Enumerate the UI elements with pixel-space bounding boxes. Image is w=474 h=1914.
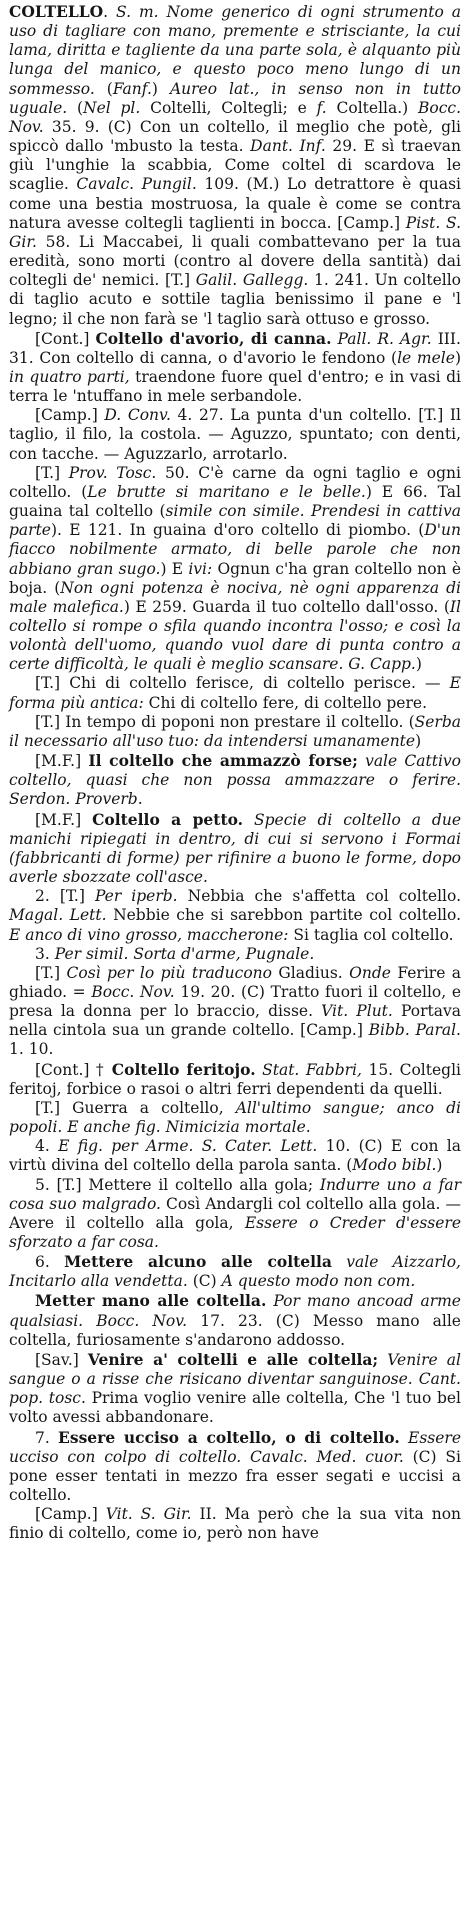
entry-paragraph — [9, 887, 461, 944]
entry-paragraph — [9, 1137, 461, 1175]
italic-run: Indurre uno a far cosa suo malgrado. — [9, 1175, 462, 1213]
italic-run: f. — [316, 98, 327, 117]
italic-run: Il coltello si rompe o sfila quando incontra l'osso; e così la volontà dell'uomo, quando vuol dare di punta contro a certe difficoltà, le quali è meglio scansare. G. Capp. — [9, 597, 461, 674]
italic-run: le mele — [397, 348, 455, 367]
italic-run: A questo modo non com. — [221, 1272, 416, 1291]
italic-run: Por mano ancoad arme qualsiasi. — [9, 1292, 461, 1330]
bold-run: Mettere alcuno alle coltella — [64, 1252, 332, 1272]
text-run: [Camp.] — [35, 406, 105, 425]
italic-run: Essere ucciso con colpo di coltello. — [9, 1428, 461, 1466]
italic-run: Modo bibl. — [352, 1156, 437, 1175]
text-run — [193, 1137, 201, 1155]
text-run: [Camp.] — [35, 1505, 106, 1524]
text-run: [M.F.] — [35, 810, 93, 829]
bold-run: Essere ucciso a coltello, o di coltello. — [58, 1427, 400, 1447]
italic-run: Dant. Inf. — [250, 137, 326, 156]
text-run: [Cont.] † — [35, 1060, 112, 1079]
text-run: ) E — [160, 559, 189, 578]
italic-run: Per iperb. — [94, 887, 178, 906]
text-run: (C) Si pone esser tentati in mezzo fra esser segati e uccisi a coltello. — [9, 1447, 461, 1505]
text-run: 7. — [35, 1428, 59, 1447]
text-run: 1. 10. — [9, 1040, 54, 1059]
italic-run: Cant. pop. tosc. — [9, 1370, 461, 1408]
entry-paragraph — [9, 2, 461, 329]
text-run: ) — [436, 1156, 443, 1175]
text-run: ) E 259. Guarda il tuo coltello dall'osso. ( — [123, 597, 450, 616]
italic-run: Specie di coltello a due manichi ripiegati in dentro, di cui si servono i Formai (fabbricanti di forme) per rifinire a buono le forme, dopo averle sbozzate coll'asce. — [9, 810, 461, 887]
text-run: [T.] — [35, 463, 69, 482]
text-run: ( — [67, 98, 84, 117]
italic-run: Vit. Plut. — [321, 1002, 393, 1021]
text-run: II. Ma però che la sua vita non finio di coltello, come io, però non have — [9, 1505, 462, 1543]
text-run: 5. [T.] Mettere il coltello alla gola; — [35, 1175, 320, 1194]
text-run: ) — [415, 655, 422, 674]
text-run: [T.] Chi di coltello ferisce, di coltello perisce. — — [35, 674, 450, 693]
entry-paragraph — [9, 751, 461, 809]
text-run: [M.F.] — [35, 752, 89, 771]
italic-run: Bocc. Nov. — [96, 1311, 188, 1330]
text-run: ( — [94, 79, 113, 98]
italic-run: Galil. Gallegg. — [195, 271, 309, 290]
entry-paragraph — [9, 713, 461, 751]
italic-run: Le brutte si maritano e le belle. — [87, 482, 366, 501]
dictionary-entry-coltello — [9, 2, 461, 1544]
italic-run: in quatro parti, — [9, 367, 130, 386]
text-run: Chi di coltello fere, di coltello pere. — [143, 693, 427, 712]
italic-run: Bibb. Paral. — [368, 1021, 461, 1040]
text-run — [241, 1448, 250, 1466]
text-run: Così Andargli col coltello alla gola. — Avere il coltello alla gola, — [9, 1194, 461, 1232]
text-run: 50. C'è carne da ogni taglio e ogni coltello. ( — [9, 463, 461, 501]
text-run: 17. 23. (C) Messo mano alle coltella, furiosamente s'andarono addosso. — [9, 1311, 461, 1349]
text-run: ). E 121. In guaina d'oro coltello di piombo. ( — [50, 521, 425, 540]
text-run: Nebbia che s'affetta col coltello. — [177, 887, 461, 906]
italic-run: Bocc. Nov. — [91, 982, 175, 1001]
italic-run: vale Cattivo coltello, quasi che non possa ammazzare o ferire. Serdon. Proverb. — [9, 752, 461, 809]
text-run: ) — [415, 731, 422, 750]
entry-paragraph — [9, 1252, 461, 1291]
text-run: 109. (M.) Lo detrattore è quasi come una bestia mostruosa, la quale è come se contra natura avesse coltegli taglienti in bocca. [Camp.] — [9, 175, 461, 232]
entry-paragraph — [9, 964, 461, 1060]
text-run: III. 31. Con coltello di canna, o d'avorio le fendono ( — [9, 329, 461, 367]
italic-run: Cavalc. Med. cuor. — [250, 1447, 404, 1466]
italic-run: All'ultimo sangue; anco di popoli. E anche fig. Nimicizia mortale. — [9, 1098, 461, 1137]
bold-run: Venire a' coltelli e alle coltella; — [87, 1349, 379, 1369]
entry-paragraph — [9, 1176, 461, 1253]
text-run: [T.] — [35, 963, 67, 982]
text-run: 3. — [35, 944, 55, 963]
italic-run: Essere o Creder d'essere sforzato a far cosa. — [9, 1213, 461, 1251]
text-run — [83, 1312, 96, 1330]
italic-run: Serba il necessario all'uso tuo: da intendersi umanamente — [9, 712, 461, 750]
text-run: 6. — [35, 1253, 65, 1272]
bold-run: Coltello a petto. — [92, 809, 244, 829]
bold-run: Coltello feritojo. — [111, 1059, 256, 1079]
entry-paragraph — [9, 945, 461, 964]
entry-paragraph — [9, 674, 461, 712]
italic-run: Non ogni potenza è nociva, nè ogni apparenza di male malefica. — [9, 578, 462, 616]
italic-run: Magal. Lett. — [9, 906, 107, 925]
italic-run: Così per lo più traducono — [66, 963, 272, 982]
text-run: Coltella.) — [326, 98, 418, 117]
text-run: 1. 241. Un coltello di taglio acuto e sottile taglia benissimo il pane e 'l legno; il che non farà se 'l taglio sarà ottuso e grosso. — [9, 271, 461, 328]
text-run: 58. Li Maccabei, li quali combattevano per la tua eredità, sono morti (contro al dovere della santità) dai coltegli de' nemici. [T.] — [9, 232, 461, 290]
italic-run: E forma più antica: — [9, 674, 461, 712]
text-run — [358, 752, 365, 770]
italic-run: Onde — [349, 963, 391, 982]
text-run — [332, 1253, 346, 1271]
text-run: Portava nella cintola sua un grande coltello. [Camp.] — [9, 1002, 461, 1040]
text-run: Gladius. — [272, 963, 350, 982]
entry-paragraph — [9, 810, 461, 888]
text-run: 2. [T.] — [35, 887, 95, 906]
text-run: ) — [454, 348, 461, 367]
entry-paragraph — [9, 1060, 461, 1099]
entry-paragraph — [9, 1350, 461, 1428]
bold-run: COLTELLO — [9, 2, 104, 21]
italic-run: simile con simile. Prendesi in cattiva parte — [9, 502, 461, 540]
text-run: 29. E sì traevan giù l'unghie la scabbia, Come coltel di scardova le scaglie. — [9, 137, 462, 194]
text-run — [400, 1429, 408, 1447]
bold-run: Il coltello che ammazzò forse; — [88, 751, 358, 771]
italic-run: D. Conv. — [104, 406, 171, 425]
italic-run: vale Aizzarlo, Incitarlo alla vendetta. — [9, 1253, 461, 1291]
text-run — [243, 811, 254, 829]
italic-run: Stat. Fabbri, — [262, 1060, 362, 1079]
text-run: Prima voglio venire alle coltella, Che 'l tuo bel volto avessi abbandonare. — [9, 1389, 461, 1427]
italic-run: Vit. S. Gir. — [105, 1505, 192, 1524]
text-run — [378, 1351, 387, 1369]
italic-run: S. m. Nome generico di ogni strumento a uso di tagliare con mano, premente e strisciante, la cui lama, diritta e tagliente da una parte sola, è alquanto più lunga del manico, e questo poco meno lungo di un sommesso. — [9, 3, 461, 98]
italic-run: Prov. Tosc. — [68, 463, 157, 482]
italic-run: E anco di vino grosso, maccherone: — [9, 925, 289, 944]
italic-run: Per simil. Sorta d'arme, Pugnale. — [54, 944, 315, 963]
text-run: 15. Coltegli feritoj, forbice o rasoi o altri ferri dependenti da quelli. — [9, 1060, 461, 1098]
entry-paragraph — [9, 329, 461, 407]
entry-paragraph — [9, 406, 461, 463]
text-run: [Cont.] — [35, 329, 96, 348]
entry-paragraph — [9, 464, 461, 675]
bold-run: Coltello d'avorio, di canna. — [95, 328, 332, 348]
italic-run: D'un fiacco nobilmente armato, di belle parole che non abbiano gran sugo. — [9, 521, 461, 578]
text-run: (C) — [187, 1272, 222, 1291]
text-run: 19. 20. (C) Tratto fuori il coltello, e presa la donna per lo braccio, disse. — [9, 982, 462, 1021]
text-run: Si taglia col coltello. — [288, 925, 454, 944]
italic-run: Pist. S. Gir. — [9, 213, 462, 251]
text-run: 10. (C) E con la virtù divina del coltello della parola santa. ( — [9, 1137, 461, 1175]
italic-run: Cavalc. Pungil. — [76, 175, 197, 194]
entry-paragraph — [9, 1291, 461, 1349]
text-run: 4. — [35, 1137, 59, 1156]
entry-paragraph — [9, 1505, 461, 1543]
text-run: [Sav.] — [35, 1350, 88, 1369]
text-run: ) — [151, 79, 170, 98]
italic-run: E fig. per Arme. — [58, 1137, 194, 1156]
text-run: Ferire a ghiado. = — [9, 963, 462, 1001]
entry-paragraph — [9, 1099, 461, 1137]
bold-run: Metter mano alle coltella. — [35, 1291, 267, 1311]
italic-run: ivi: — [188, 559, 213, 578]
italic-run: Pall. R. Agr. — [337, 329, 432, 348]
text-run: ) E 66. Tal guaina tal coltello ( — [9, 482, 462, 521]
italic-run: Aureo lat., in senso non in tutto uguale. — [9, 79, 461, 117]
text-run: [T.] In tempo di poponi non prestare il coltello. ( — [35, 712, 415, 731]
text-run: 35. 9. (C) Con un coltello, il meglio che potè, gli spiccò dallo 'mbusto la testa. — [9, 117, 461, 156]
text-run: Nebbie che si sarebbon partite col coltello. — [106, 906, 462, 925]
text-run: 4. 27. La punta d'un coltello. [T.] Il taglio, il filo, la costola. — Aguzzo, spuntato; con denti, con tacche. — Aguzzarlo, arrotarlo. — [9, 406, 462, 463]
italic-run: Bocc. Nov. — [9, 98, 461, 136]
text-run: Ognun c'ha gran coltello non è boja. ( — [9, 559, 462, 597]
text-run: . — [103, 3, 117, 21]
italic-run: S. Cater. Lett. — [201, 1137, 318, 1156]
text-run: [T.] Guerra a coltello, — [35, 1098, 236, 1117]
text-run: Coltelli, Coltegli; e — [140, 98, 317, 117]
italic-run: Fanf. — [112, 79, 152, 98]
italic-run: Nel pl. — [83, 98, 141, 117]
text-run: traendone fuore quel d'entro; e in vasi di terra le 'ntuffano in mele serbandole. — [9, 367, 461, 406]
entry-paragraph — [9, 1428, 461, 1506]
italic-run: Venire al sangue o a risse che risicano diventar sanguinose. — [9, 1350, 461, 1389]
